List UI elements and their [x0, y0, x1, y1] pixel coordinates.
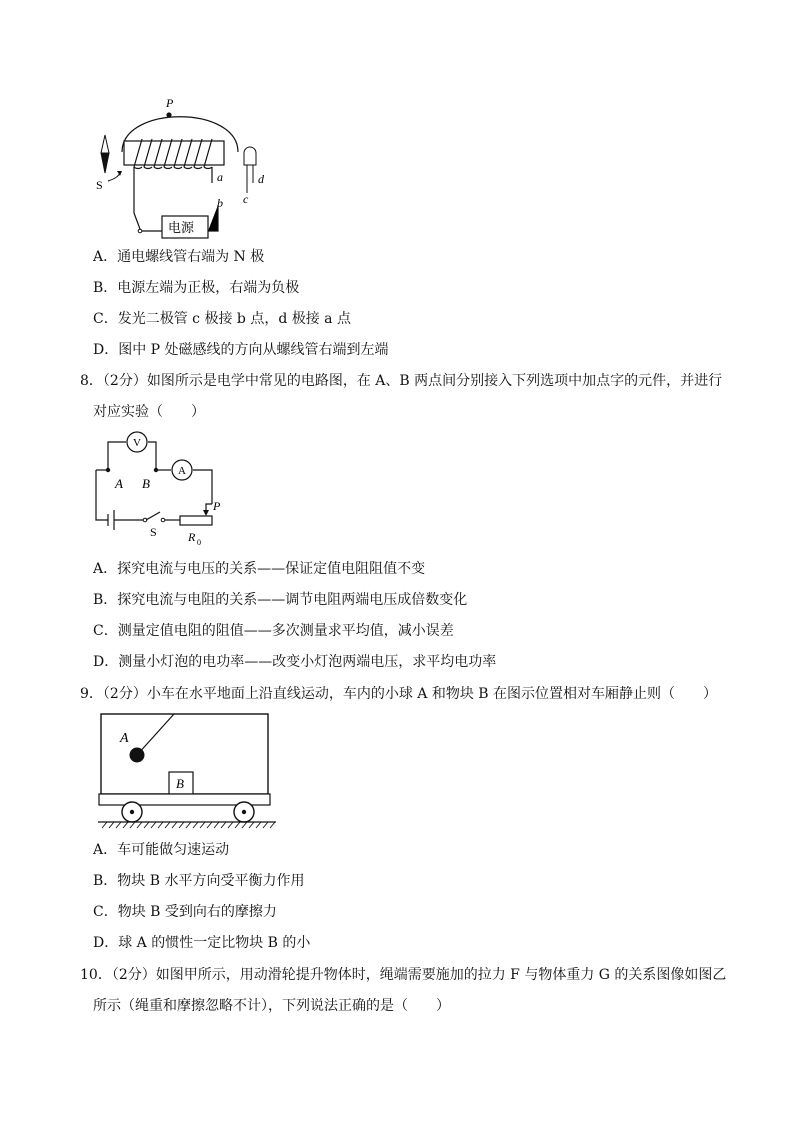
- q9-option-d: D．球 A 的惯性一定比物块 B 的小: [93, 935, 311, 951]
- q9-option-b: B．物块 B 水平方向受平衡力作用: [93, 873, 305, 889]
- q8-stem-line2: 对应实验（ ）: [93, 404, 205, 420]
- label-point-a: A: [115, 476, 123, 491]
- figure-q9-cart: [96, 710, 286, 835]
- figure-q8-circuit: [88, 428, 238, 553]
- label-ball-a: A: [120, 731, 129, 746]
- q10-stem-line2: 所示（绳重和摩擦忽略不计），下列说法正确的是（ ）: [93, 998, 450, 1014]
- label-switch-s: S: [150, 525, 157, 539]
- q8-option-b: B．探究电流与电阻的关系——调节电阻两端电压成倍数变化: [93, 592, 468, 608]
- label-d: d: [258, 172, 264, 186]
- q9-stem-line1: 9．（2分）小车在水平地面上沿直线运动，车内的小球 A 和物块 B 在图示位置相对车厢静止则（ ）: [80, 686, 718, 702]
- q7-option-d: D．图中 P 处磁感线的方向从螺线管右端到左端: [93, 342, 389, 358]
- q7-option-b: B．电源左端为正极，右端为负极: [93, 280, 300, 296]
- label-s: S: [96, 178, 103, 192]
- label-c: c: [243, 192, 249, 206]
- label-ammeter: A: [178, 465, 186, 477]
- q7-option-a: A．通电螺线管右端为 N 极: [93, 249, 265, 265]
- q8-stem-line1: 8．（2分）如图所示是电学中常见的电路图，在 A、B 两点间分别接入下列选项中加点字的元件，并进行: [80, 373, 723, 389]
- q9-option-c: C．物块 B 受到向右的摩擦力: [93, 904, 277, 920]
- label-r-sub: 0: [197, 538, 201, 547]
- q8-option-a: A．探究电流与电压的关系——保证定值电阻阻值不变: [93, 561, 426, 577]
- label-a: a: [217, 170, 223, 184]
- label-voltmeter: V: [133, 437, 141, 449]
- label-r: R: [188, 530, 196, 544]
- q8-option-c: C．测量定值电阻的阻值——多次测量求平均值，减小误差: [93, 623, 454, 639]
- label-slider-p: P: [213, 499, 221, 513]
- label-p: P: [166, 96, 174, 110]
- label-power: 电源: [168, 220, 195, 235]
- label-block-b: B: [176, 776, 184, 791]
- label-b: b: [217, 196, 223, 210]
- label-point-b: B: [142, 476, 150, 491]
- q7-option-c: C．发光二极管 c 极接 b 点，d 极接 a 点: [93, 311, 351, 327]
- figure-q7-solenoid: [90, 95, 280, 245]
- q10-stem-line1: 10．（2分）如图甲所示，用动滑轮提升物体时，绳端需要施加的拉力 F 与物体重力 G 的关系图像如图乙: [80, 967, 727, 983]
- q9-option-a: A．车可能做匀速运动: [93, 842, 230, 858]
- q8-option-d: D．测量小灯泡的电功率——改变小灯泡两端电压，求平均电功率: [93, 654, 497, 670]
